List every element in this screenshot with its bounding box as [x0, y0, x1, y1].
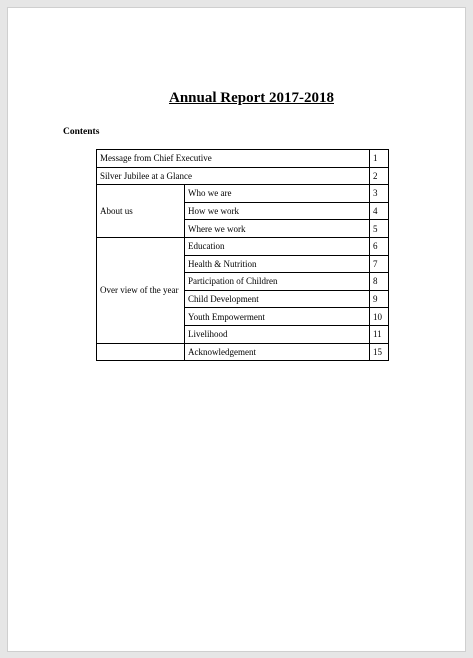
toc-page-number: 11 — [370, 325, 389, 343]
toc-entry-label: Silver Jubilee at a Glance — [97, 167, 370, 185]
toc-entry-label: Health & Nutrition — [185, 255, 370, 273]
toc-page-number: 3 — [370, 185, 389, 203]
toc-entry-label: Education — [185, 237, 370, 255]
toc-entry-label: Participation of Children — [185, 273, 370, 291]
toc-section-label: About us — [97, 185, 185, 238]
table-of-contents — [96, 149, 389, 361]
toc-page-number: 4 — [370, 202, 389, 220]
toc-page-number: 5 — [370, 220, 389, 238]
table-row — [97, 167, 389, 185]
toc-entry-label: Acknowledgement — [185, 343, 370, 361]
toc-page-number: 10 — [370, 308, 389, 326]
toc-page-number: 9 — [370, 290, 389, 308]
toc-entry-label: Message from Chief Executive — [97, 150, 370, 168]
table-row — [97, 237, 389, 255]
toc-section-label: Over view of the year — [97, 237, 185, 343]
toc-page-number: 15 — [370, 343, 389, 361]
toc-entry-label: Where we work — [185, 220, 370, 238]
toc-page-number: 2 — [370, 167, 389, 185]
toc-entry-label: Who we are — [185, 185, 370, 203]
contents-heading: Contents — [63, 127, 100, 137]
document-page — [7, 7, 466, 652]
toc-empty-cell — [97, 343, 185, 361]
table-row — [97, 185, 389, 203]
toc-entry-label: Livelihood — [185, 325, 370, 343]
report-title: Annual Report 2017-2018 — [168, 90, 334, 106]
toc-page-number: 6 — [370, 237, 389, 255]
table-row — [97, 150, 389, 168]
table-row — [97, 343, 389, 361]
toc-entry-label: Youth Empowerment — [185, 308, 370, 326]
toc-page-number: 1 — [370, 150, 389, 168]
toc-entry-label: Child Development — [185, 290, 370, 308]
toc-entry-label: How we work — [185, 202, 370, 220]
toc-page-number: 8 — [370, 273, 389, 291]
toc-page-number: 7 — [370, 255, 389, 273]
